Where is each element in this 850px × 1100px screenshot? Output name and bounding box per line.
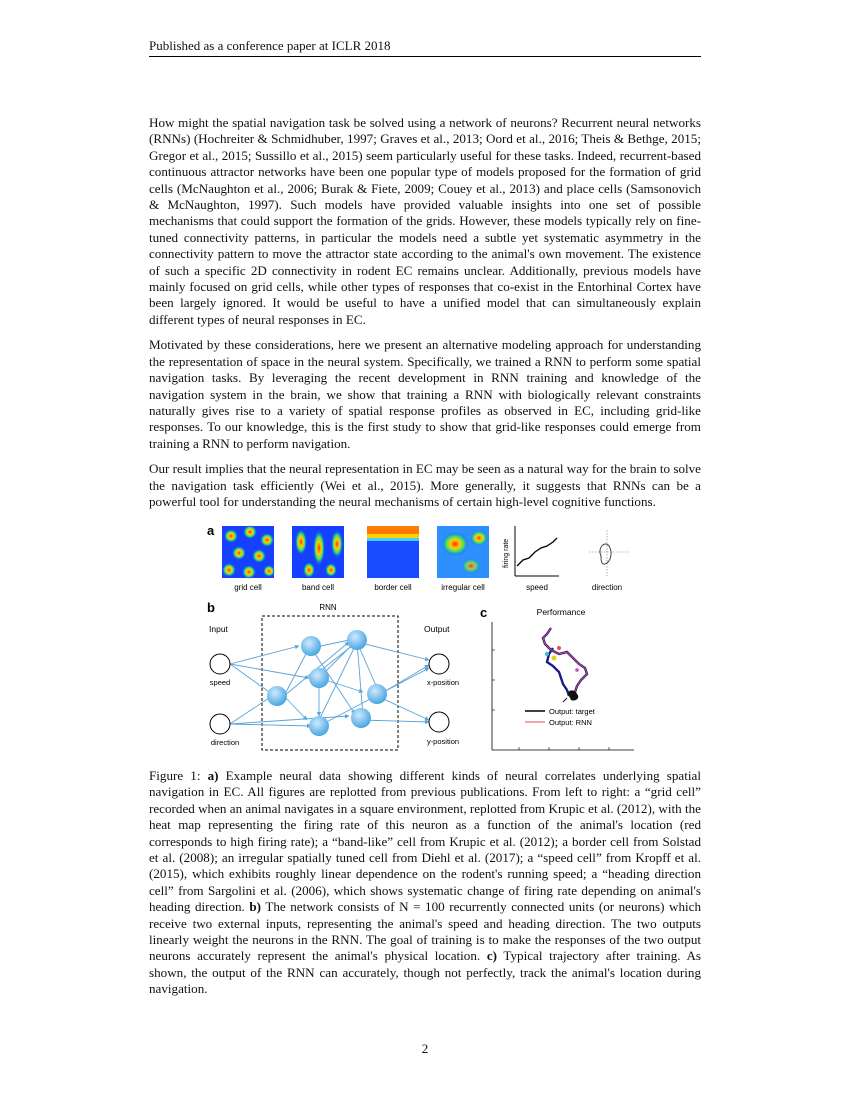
input-speed-node bbox=[210, 654, 230, 674]
figure-caption bbox=[149, 768, 701, 998]
rnn-box bbox=[262, 616, 398, 750]
grid-cell-label: grid cell bbox=[234, 583, 262, 592]
panel-b-label: b bbox=[207, 600, 215, 615]
paragraph-3: Our result implies that the neural representation in EC may be seen as a natural way for the brain to solve the navigation task efficiently (Wei et al., 2015). More generally, it suggests that RNNs can be a powerful tool for understanding the neural mechanisms of certain high-level cognitive functions. bbox=[149, 461, 701, 509]
legend-rnn-label: Output: RNN bbox=[549, 718, 592, 727]
body-text bbox=[149, 115, 701, 519]
rnn-label: RNN bbox=[319, 603, 337, 612]
border-cell-label: border cell bbox=[374, 583, 412, 592]
caption-b-text: The network consists of N = 100 recurrently connected units (or neurons) which receive two external inputs, representing the animal's speed and heading direction. The two outputs linearly weight the neurons in the RNN. The goal of training is to make the responses of the two output neurons accurately represent the animal's physical location. bbox=[149, 899, 701, 964]
legend-target-label: Output: target bbox=[549, 707, 595, 716]
y-position-label: y-position bbox=[426, 737, 460, 746]
caption-figure-label: Figure 1: bbox=[149, 768, 201, 783]
output-x-node bbox=[429, 654, 449, 674]
output-label: Output bbox=[424, 624, 450, 634]
panel-a-label: a bbox=[207, 523, 215, 538]
caption-b-label: b) bbox=[249, 899, 262, 915]
x-position-label: x-position bbox=[426, 678, 460, 687]
trajectory-plot bbox=[543, 628, 587, 702]
figure-1 bbox=[149, 520, 701, 765]
speed-plot-label: speed bbox=[526, 583, 548, 592]
grid-cell-heatmap bbox=[222, 525, 275, 579]
page-number: 2 bbox=[421, 1041, 429, 1056]
direction-input-label: direction bbox=[210, 738, 240, 747]
irregular-cell-heatmap bbox=[437, 526, 489, 578]
speed-input-label: speed bbox=[209, 678, 231, 687]
speed-plot bbox=[515, 526, 559, 576]
running-header: Published as a conference paper at ICLR 2018 bbox=[149, 38, 391, 53]
band-cell-heatmap bbox=[292, 526, 344, 578]
header-rule bbox=[149, 56, 701, 57]
band-cell-label: band cell bbox=[301, 583, 335, 592]
performance-legend bbox=[525, 711, 545, 722]
border-cell-heatmap bbox=[367, 526, 419, 578]
firing-rate-label: firing rate bbox=[503, 538, 510, 568]
input-label: Input bbox=[209, 624, 228, 634]
paragraph-2: Motivated by these considerations, here we present an alternative modeling approach for understanding the representation of space in the neural system. Specifically, we trained a RNN to perform some spatial navigation tasks. By leveraging the recent development in RNN training and knowledge of the navigation system in the brain, we show that training a RNN with biologically relevant constraints naturally gives rise to a variety of spatial response profiles as observed in EC, including grid-like responses. To our knowledge, this is the first study to show that grid-like responses could emerge from training a RNN to perform navigation. bbox=[149, 337, 701, 451]
caption-c-label: c) bbox=[486, 948, 498, 964]
input-direction-node bbox=[210, 714, 230, 734]
direction-plot-label: direction bbox=[591, 583, 623, 592]
irregular-cell-label: irregular cell bbox=[441, 583, 485, 592]
direction-plot bbox=[589, 530, 629, 576]
figure-1-graphic bbox=[149, 520, 701, 765]
caption-c-text: Typical trajectory after training. As shown, the output of the RNN can accurately, though not perfectly, track the animal's location during navigation. bbox=[149, 948, 701, 997]
caption-a-label: a) bbox=[207, 768, 219, 783]
output-y-node bbox=[429, 712, 449, 732]
caption-a-text: Example neural data showing different kinds of neural correlates underlying spatial navigation in EC. All figures are replotted from previous publications. From left to right: a “grid cell” recorded when an animal navigates in a square environment, replotted from Krupic et al. (2012), with the heat map representing the firing rate of this neuron as a function of the animal's location (red corresponds to high firing rate); a “band-like” cell from Krupic et al. (2012); a border cell from Solstad et al. (2008); an irregular spatially tuned cell from Diehl et al. (2017); a “speed cell” from Kropff et al. (2015), which exhibits roughly linear dependence on the rodent's running speed; a “heading direction cell” from Sargolini et al. (2006), which shows systematic change of firing rate depending on animal's heading direction. bbox=[149, 768, 701, 915]
network-connections bbox=[230, 638, 429, 726]
paragraph-1: How might the spatial navigation task be solved using a network of neurons? Recurrent neural networks (RNNs) (Hochreiter & Schmidhuber, 1997; Graves et al., 2013; Oord et al., 2016; Theis & Bethge, 2015; Gregor et al., 2015; Sussillo et al., 2015) seem particularly useful for these tasks. Indeed, recurrent-based continuous attractor networks have been one popular type of models proposed for the formation of grid cells (McNaughton et al., 2006; Burak & Fiete, 2009; Couey et al., 2013) and place cells (Samsonovich & McNaughton, 1997). Such models have provided valuable insights into one set of possible mechanisms that could support the formation of the grids. However, these models typically rely on fine-tuned connectivity patterns, in particular the models need a subtle yet systematic asymmetry in the connectivity pattern to move the attractor state according to the animal's own movement. The existence of such a specific 2D connectivity in rodent EC remains unclear. Additionally, previous models have mainly focused on grid cells, while other types of responses that co-exist in the Entorhinal Cortex have been largely ignored. It would be useful to have a unified model that can simultaneously explain different types of neural responses in EC. bbox=[149, 115, 701, 327]
performance-title: Performance bbox=[536, 607, 586, 617]
panel-c-label: c bbox=[480, 605, 488, 620]
